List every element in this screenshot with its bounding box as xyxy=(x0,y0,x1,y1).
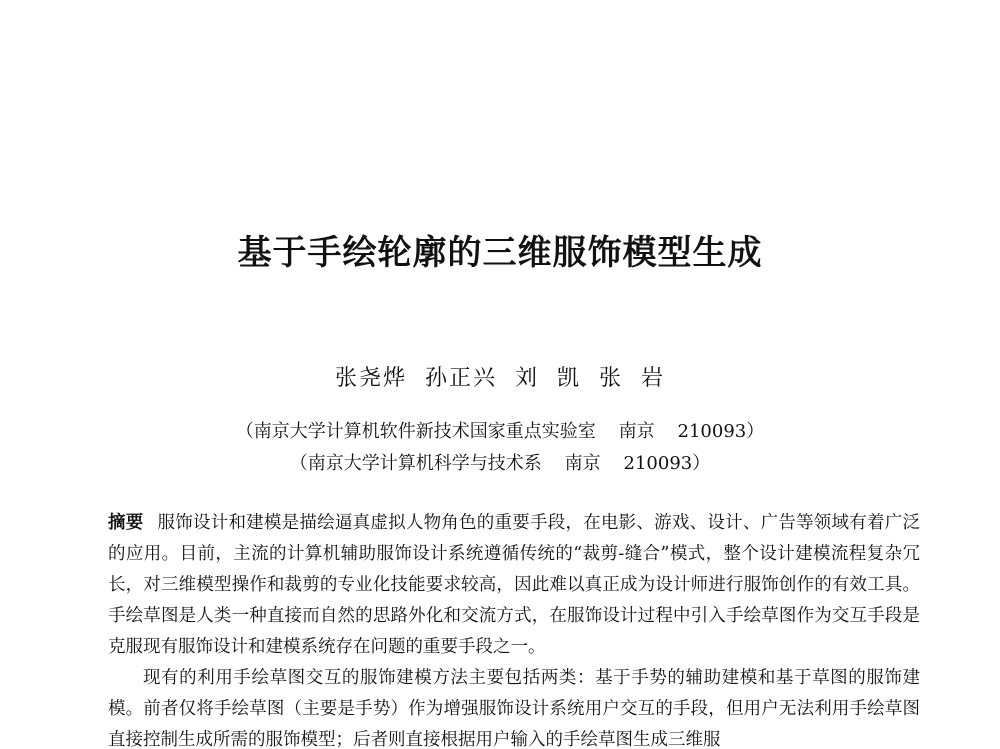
abstract-label: 摘要 xyxy=(108,513,144,533)
affiliation-2: （南京大学计算机科学与技术系 南京 210093） xyxy=(289,453,711,474)
abstract-paragraph xyxy=(108,508,920,663)
body-paragraph: 现有的利用手绘草图交互的服饰建模方法主要包括两类：基于手势的辅助建模和基于草图的服饰建模。前者仅将手绘草图（主要是手势）作为增强服饰设计系统用户交互的手段，但用户无法利用手绘草图直接控制生成所需的服饰模型；后者则直接根据用户输入的手绘草图生成三维服 xyxy=(108,668,920,749)
author-list: 张尧烨 孙正兴 刘 凯 张 岩 xyxy=(335,366,665,391)
affiliation-1: （南京大学计算机软件新技术国家重点实验室 南京 210093） xyxy=(235,421,765,442)
paper-title: 基于手绘轮廓的三维服饰模型生成 xyxy=(237,233,763,273)
abstract-text: 服饰设计和建模是描绘逼真虚拟人物角色的重要手段，在电影、游戏、设计、广告等领域有着广泛的应用。目前，主流的计算机辅助服饰设计系统遵循传统的“裁剪-缝合”模式，整个设计建模流程复杂冗长，对三维模型操作和裁剪的专业化技能要求较高，因此难以真正成为设计师进行服饰创作的有效工具。手绘草图是人类一种直接而自然的思路外化和交流方式，在服饰设计过程中引入手绘草图作为交互手段是克服现有服饰设计和建模系统存在问题的重要手段之一。 xyxy=(108,513,921,657)
